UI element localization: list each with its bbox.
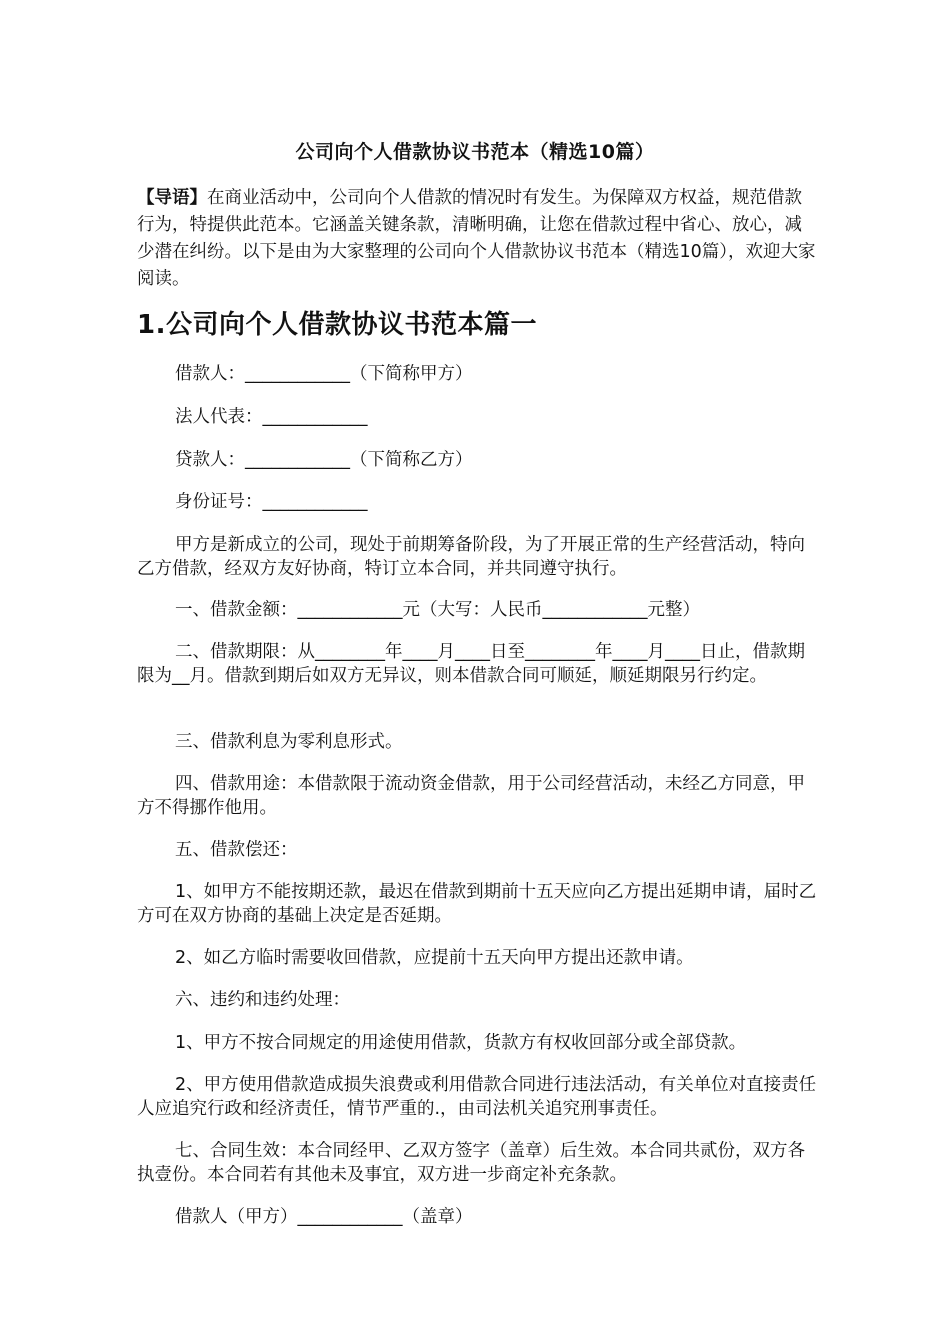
signature-line-borrower: 借款人（甲方）____________（盖章） xyxy=(175,1207,473,1227)
clause-amount: 一、借款金额：____________元（大写：人民币____________元整） xyxy=(175,600,700,620)
intro-text: 在商业活动中，公司向个人借款的情况时有发生。为保障双方权益，规范借款行为，特提供此范本。它涵盖关键条款，清晰明确，让您在借款过程中省心、放心，减少潜在纠纷。以下是由为大家整理的公司向个人借款协议书范本（精选10篇），欢迎大家阅读。 xyxy=(137,188,816,289)
clause-effectiveness: 七、合同生效：本合同经甲、乙双方签字（盖章）后生效。本合同共贰份，双方各执壹份。本合同若有其他未及事宜，双方进一步商定补充条款。 xyxy=(137,1141,805,1185)
repayment-item-1: 1、如甲方不能按期还款，最迟在借款到期前十五天应向乙方提出延期申请，届时乙方可在双方协商的基础上决定是否延期。 xyxy=(137,882,817,926)
repayment-item-2: 2、如乙方临时需要收回借款，应提前十五天向甲方提出还款申请。 xyxy=(175,948,694,968)
clause-purpose: 四、借款用途：本借款限于流动资金借款，用于公司经营活动，未经乙方同意，甲方不得挪作他用。 xyxy=(137,774,805,818)
intro-paragraph xyxy=(137,185,817,293)
lender-line: 贷款人：____________（下简称乙方） xyxy=(175,450,473,470)
clause-interest: 三、借款利息为零利息形式。 xyxy=(175,732,403,752)
document-title: 公司向个人借款协议书范本（精选10篇） xyxy=(295,141,655,163)
breach-item-2: 2、甲方使用借款造成损失浪费或利用借款合同进行违法活动，有关单位对直接责任人应追究行政和经济责任，情节严重的.，由司法机关追究刑事责任。 xyxy=(137,1075,817,1119)
clause-breach: 六、违约和违约处理： xyxy=(175,990,350,1010)
intro-lead: 【导语】 xyxy=(137,188,207,208)
id-number-line: 身份证号：____________ xyxy=(175,492,368,512)
clause-term: 二、借款期限：从________年____月____日至________年____月____日止，借款期限为__月。借款到期后如双方无异议，则本借款合同可顺延，顺延期限另行约定。 xyxy=(137,642,805,686)
borrower-line: 借款人：____________（下简称甲方） xyxy=(175,364,473,384)
legal-rep-line: 法人代表：____________ xyxy=(175,407,368,427)
section-heading: 1.公司向个人借款协议书范本篇一 xyxy=(137,310,537,340)
clause-repayment: 五、借款偿还： xyxy=(175,840,298,860)
preamble-paragraph: 甲方是新成立的公司，现处于前期筹备阶段，为了开展正常的生产经营活动，特向乙方借款，经双方友好协商，特订立本合同，并共同遵守执行。 xyxy=(137,535,805,579)
breach-item-1: 1、甲方不按合同规定的用途使用借款，货款方有权收回部分或全部贷款。 xyxy=(175,1033,747,1053)
